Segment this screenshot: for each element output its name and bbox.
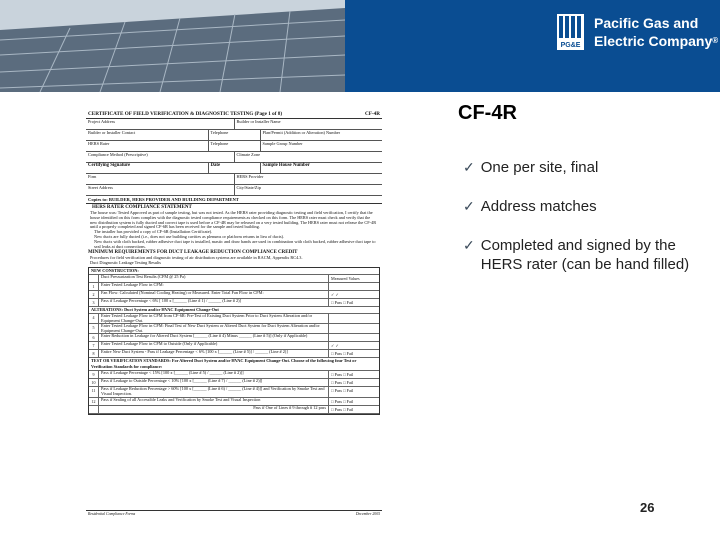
alterations-label: ALTERATIONS: Duct System and/or HVAC Equipment Change-Out <box>89 307 379 314</box>
line-number: 5 <box>89 324 99 333</box>
table-cell: □ Pass □ Fail <box>328 299 379 306</box>
line-number <box>89 406 99 413</box>
form-cell: Sample House Number <box>262 163 310 168</box>
line-number: 4 <box>89 314 99 323</box>
table-row <box>89 299 379 307</box>
compliance-text: The house was: Tested Approved as part of sample testing, but was not tested. As the HERS rater providing diagnostic testing and field verification, I certify that the house identified on this form complies with the diagnostic tested compliance requirements as checked on this form. The HERS rater must check and verify that the new distribution system is fully ducted and correct tape is used before a CF-4R may be released on a very tested building. The HERS rater must not release the CF-4R until a properly completed and signed CF-6R has been received for the sample and tested building. <box>90 210 377 230</box>
page-number: 26 <box>640 500 655 515</box>
table-cell: Entire New Duct System - Pass if Leakage Percentage < 6% [100 x [______ (Line # 5)] / ______ (Line # 2)] <box>101 349 288 355</box>
header-photo <box>0 0 345 92</box>
table-cell: Pass if Leakage Percentage < 6% [ 100 x [______ (Line # 1) / ______ (Line # 2)] <box>101 297 242 303</box>
table-cell: □ Pass □ Fail <box>328 387 379 396</box>
table-cell: Pass if One of Lines # 9 through # 12 pass <box>253 404 326 410</box>
table-cell: □ Pass □ Fail <box>328 350 379 357</box>
footer-right: December 2005 <box>355 512 380 516</box>
bullet-text: One per site, final <box>480 159 599 176</box>
checkmark-icon: ✓ <box>463 159 475 175</box>
form-cell: Project Address <box>86 119 235 129</box>
line-number: 12 <box>89 398 99 405</box>
table-cell: □ Pass □ Fail <box>328 398 379 405</box>
form-row <box>86 119 382 130</box>
check-item: New ducts with cloth backed, rubber adhesive duct tape is installed, mastic and draw bands are used in combination with cloth backed, rubber adhesive duct tape to seal leaks at duct connections. <box>94 238 376 249</box>
table-row <box>89 406 379 414</box>
form-cell: Builder or Installer Name <box>236 119 281 124</box>
form-cell: Telephone <box>209 130 261 140</box>
line-number: 9 <box>89 371 99 378</box>
form-cell: Telephone <box>209 141 261 151</box>
table-row <box>89 398 379 406</box>
checkmark-icon: ✓ <box>463 198 475 214</box>
table-cell: Enter Tested Leakage Flow in CFM: <box>101 281 164 287</box>
copies-line: Copies to: BUILDER, HERS PROVIDER AND BUILDING DEPARTMENT <box>86 196 382 204</box>
table-cell: □ Pass □ Fail <box>328 379 379 386</box>
company-name <box>594 14 718 50</box>
form-cell: Climate Zone <box>236 152 261 157</box>
table-cell <box>328 283 379 290</box>
table-cell: Enter Tested Leakage Flow in CFM from CF-6R: Pre-Test of Existing Duct System Prior to Duct System Alteration and/or Equipment Change-Out. <box>101 312 313 323</box>
table-cell: Fan Flow: Calculated (Nominal Cooling Heating) or Measured. Enter Total Fan Flow in CFM: <box>101 289 264 295</box>
bullet-list <box>463 158 713 294</box>
form-title: CERTIFICATE OF FIELD VERIFICATION & DIAGNOSTIC TESTING (Page 1 of 8) <box>88 111 283 117</box>
table-cell: ✓ ✓ <box>328 342 379 349</box>
check-item: The installer has provided a copy of CF-6R (Installation Certificate). <box>94 229 213 235</box>
slide-title: CF-4R <box>458 102 517 124</box>
line-number: 3 <box>89 299 99 306</box>
table-row <box>89 350 379 358</box>
form-cell: Compliance Method (Prescriptive) <box>86 152 235 162</box>
table-cell: Enter Tested Leakage Flow in CFM to Outside (Only if Applicable) <box>101 341 218 347</box>
check-item: New ducts are fully ducted (i.e., does not use building cavities as plenums or platform returns in lieu of ducts). <box>94 233 285 239</box>
logo-mark: PG&E <box>560 42 581 49</box>
registered-mark: ® <box>712 36 719 45</box>
form-cell: HERS Provider <box>236 174 264 179</box>
solar-panel-image <box>0 0 345 92</box>
pge-logo-icon <box>557 14 584 50</box>
table-cell <box>328 324 379 333</box>
form-cell: Plan/Permit (Addition or Alteration) Number <box>262 130 341 135</box>
compliance-heading: HERS RATER COMPLIANCE STATEMENT <box>92 205 192 210</box>
table-cell: Duct Pressurization Test Results (CFM @ 25 Pa) <box>101 273 186 279</box>
form-footer <box>86 511 382 517</box>
table-cell <box>328 314 379 323</box>
min-req-text: Procedures for field verification and diagnostic testing of air distribution systems are available in RACM, Appendix RC4.3. <box>90 255 303 261</box>
min-req-heading: MINIMUM REQUIREMENTS FOR DUCT LEAKAGE REDUCTION COMPLIANCE CREDIT <box>88 250 298 256</box>
form-row <box>86 130 382 141</box>
bullet-item <box>463 158 713 177</box>
test-verification-label: TEST OR VERIFICATION STANDARDS: For Altered Duct System and/or HVAC Equipment Change-Out. Choose of the following four Test or Verification Standards for compliance: <box>89 358 379 371</box>
line-number: 11 <box>89 387 99 396</box>
leakage-heading: Duct Diagnostic Leakage Testing Results <box>90 260 161 266</box>
form-cell: Date <box>209 163 261 173</box>
form-row <box>86 152 382 163</box>
form-cell: Certifying Signature <box>86 163 209 173</box>
table-cell: Pass if Leakage to Outside Percentage < 10% [100 x [______ (Line # 7) / ______ (Line # 2)]] <box>101 378 263 384</box>
checkmark-icon: ✓ <box>463 237 475 253</box>
cf4r-form-image <box>86 110 382 516</box>
table-cell: ✓ ✓ <box>328 291 379 298</box>
table-cell: □ Pass □ Fail <box>328 371 379 378</box>
form-header <box>86 110 382 119</box>
form-row <box>86 185 382 196</box>
bullet-text: Address matches <box>480 198 597 215</box>
form-cell: HERS Rater <box>86 141 209 151</box>
line-number: 6 <box>89 334 99 341</box>
form-cell: Sample Group Number <box>262 141 303 146</box>
form-cell: Street Address <box>86 185 235 195</box>
leakage-table <box>88 267 380 415</box>
table-row <box>89 387 379 397</box>
bullet-text: Completed and signed by the HERS rater (can be hand filled) <box>480 237 690 273</box>
table-cell: Pass if Sealing of all Accessible Leaks and Verification by Smoke Test and Visual Inspection <box>101 396 261 402</box>
new-construction-label: NEW CONSTRUCTION: <box>89 268 379 275</box>
bullet-item <box>463 197 713 216</box>
bullet-item <box>463 236 713 274</box>
line-number: 7 <box>89 342 99 349</box>
table-cell: □ Pass □ Fail <box>328 406 379 413</box>
company-name-line2: Electric Company <box>594 33 713 49</box>
line-number: 10 <box>89 379 99 386</box>
form-cell: Builder or Installer Contact <box>86 130 209 140</box>
table-cell: Measured Values <box>328 275 379 282</box>
line-number: 8 <box>89 350 99 357</box>
form-id: CF-4R <box>365 111 380 117</box>
table-cell: Enter Tested Leakage Flow in CFM: Final Test of New Duct System or Altered Duct System for Duct System Alteration and/or Equipment Change-Out. <box>101 323 320 333</box>
line-number: 1 <box>89 283 99 290</box>
form-row <box>86 163 382 174</box>
table-cell: Enter Reduction in Leakage for Altered Duct System [______ (Line # 4) Minus ______ (Line # 5)] (Only if Applicable) <box>101 333 308 339</box>
line-number: 2 <box>89 291 99 298</box>
table-cell: Pass if Leakage Reduction Percentage > 60% [100 x [______ (Line # 6) / ______ (Line # 4)]] and Verification by Smoke Test and Visual Inspection. <box>101 386 325 396</box>
form-row <box>86 141 382 152</box>
footer-left: Residential Compliance Forms <box>88 512 136 516</box>
table-cell <box>328 334 379 341</box>
form-cell: City/State/Zip <box>236 185 261 190</box>
form-cell: Firm <box>86 174 235 184</box>
table-cell: Pass if Leakage Percentage < 15% [100 x [______ (Line # 5) / ______ (Line # 2)]] <box>101 370 244 376</box>
form-row <box>86 174 382 185</box>
company-name-line1: Pacific Gas and <box>594 15 699 31</box>
